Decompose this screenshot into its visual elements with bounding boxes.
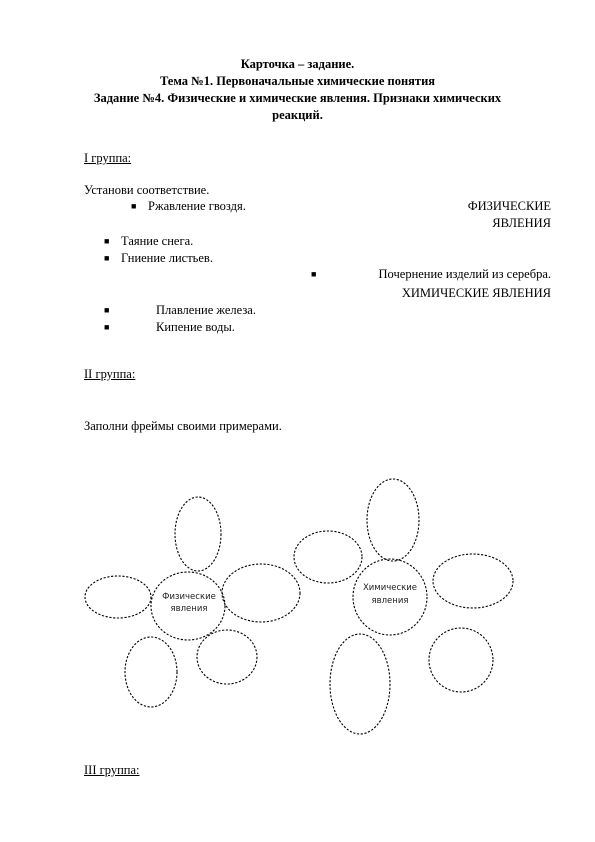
bullet-icon: ■ — [131, 201, 137, 211]
task-title-line2: реакций. — [272, 108, 323, 122]
topic-title: Тема №1. Первоначальные химические понятия — [159, 74, 436, 88]
frame-physical-petal-bottom-right[interactable] — [197, 630, 257, 684]
bullet-icon: ■ — [104, 322, 110, 332]
task-title-line1: Задание №4. Физические и химические явления. Признаки химических — [93, 91, 502, 105]
list-item-silver-blackening: Почернение изделий из серебра. — [378, 267, 551, 281]
list-item-rusting: Ржавление гвоздя. — [148, 199, 246, 213]
frame-chemical-label-line1: Химические — [362, 583, 418, 593]
frame-physical-petal-top[interactable] — [175, 497, 221, 571]
frame-chemical-petal-bottom-right[interactable] — [429, 628, 493, 692]
group1-title: I группа: — [84, 151, 132, 165]
group2-title: II группа: — [84, 367, 136, 381]
list-item-water-boiling: Кипение воды. — [156, 320, 235, 334]
category-chemical: ХИМИЧЕСКИЕ ЯВЛЕНИЯ — [401, 286, 551, 300]
frame-physical-label-line1: Физические — [162, 592, 216, 602]
bullet-icon: ■ — [311, 269, 317, 279]
frame-chemical-petal-bottom-left[interactable] — [330, 634, 390, 734]
bullet-icon: ■ — [104, 253, 110, 263]
frame-chemical-petal-left[interactable] — [294, 531, 362, 583]
frame-chemical-petal-top[interactable] — [367, 479, 419, 561]
list-item-snow-melting: Таяние снега. — [121, 234, 194, 248]
bullet-icon: ■ — [104, 305, 110, 315]
group3-title: III группа: — [84, 763, 140, 777]
category-physical-line1: ФИЗИЧЕСКИЕ — [467, 199, 551, 213]
frame-physical-petal-left[interactable] — [85, 576, 151, 618]
frame-chemical-label-line2: явления — [371, 596, 409, 606]
frame-physical-petal-right[interactable] — [222, 564, 300, 622]
group2-instruction: Заполни фреймы своими примерами. — [84, 419, 282, 433]
frame-physical-label-line2: явления — [170, 604, 208, 614]
frame-chemical-petal-right[interactable] — [433, 554, 513, 608]
category-physical-line2: ЯВЛЕНИЯ — [492, 216, 551, 230]
bullet-icon: ■ — [104, 236, 110, 246]
list-item-leaf-rotting: Гниение листьев. — [121, 251, 213, 265]
frame-physical-petal-bottom-left[interactable] — [125, 637, 177, 707]
card-title: Карточка – задание. — [240, 57, 355, 71]
list-item-iron-melting: Плавление железа. — [156, 303, 256, 317]
group1-instruction: Установи соответствие. — [84, 183, 210, 197]
